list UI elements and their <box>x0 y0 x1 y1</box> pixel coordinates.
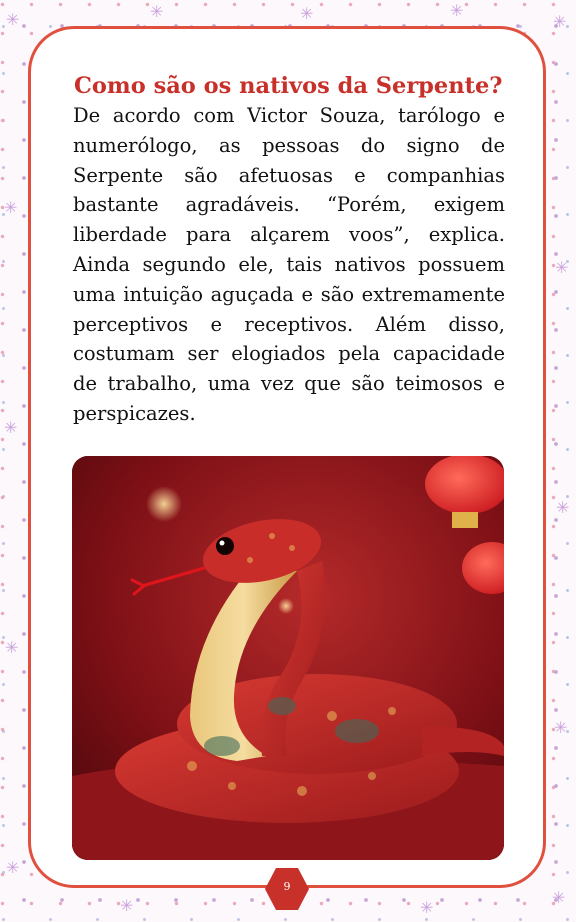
sparkle-icon: ✳ <box>4 418 18 437</box>
page-number: 9 <box>283 880 291 893</box>
sparkle-icon: ✳ <box>552 888 566 907</box>
sparkle-icon: ✳ <box>150 2 164 21</box>
sparkle-icon: ✳ <box>4 198 18 217</box>
sparkle-icon: ✳ <box>300 4 314 23</box>
sparkle-icon: ✳ <box>420 898 434 917</box>
sparkle-icon: ✳ <box>450 1 464 20</box>
sparkle-icon: ✳ <box>555 258 569 277</box>
sparkle-icon: ✳ <box>5 638 19 657</box>
snake-photo <box>72 456 504 860</box>
page-number-badge <box>264 866 310 912</box>
sparkle-icon: ✳ <box>6 858 20 877</box>
sparkle-icon: ✳ <box>556 498 570 517</box>
sparkle-icon: ✳ <box>120 896 134 915</box>
article-heading: Como são os nativos da Serpente? <box>74 73 503 99</box>
sparkle-icon: ✳ <box>553 12 567 31</box>
sparkle-icon: ✳ <box>6 10 20 29</box>
article-body: De acordo com Victor Souza, tarólogo e numerólogo, as pessoas do signo de Serpente são afetuosas e companhias bastante agradáveis. “Porém, exigem liberdade para alçarem voos”, explica. Ainda segundo ele, tais nativos possuem uma intuição aguçada e são extremamente perceptivos e receptivos. Além disso, costumam ser elogiados pela capacidade de trabalho, uma vez que são teimosos e perspicazes. <box>73 104 505 425</box>
sparkle-icon: ✳ <box>554 718 568 737</box>
